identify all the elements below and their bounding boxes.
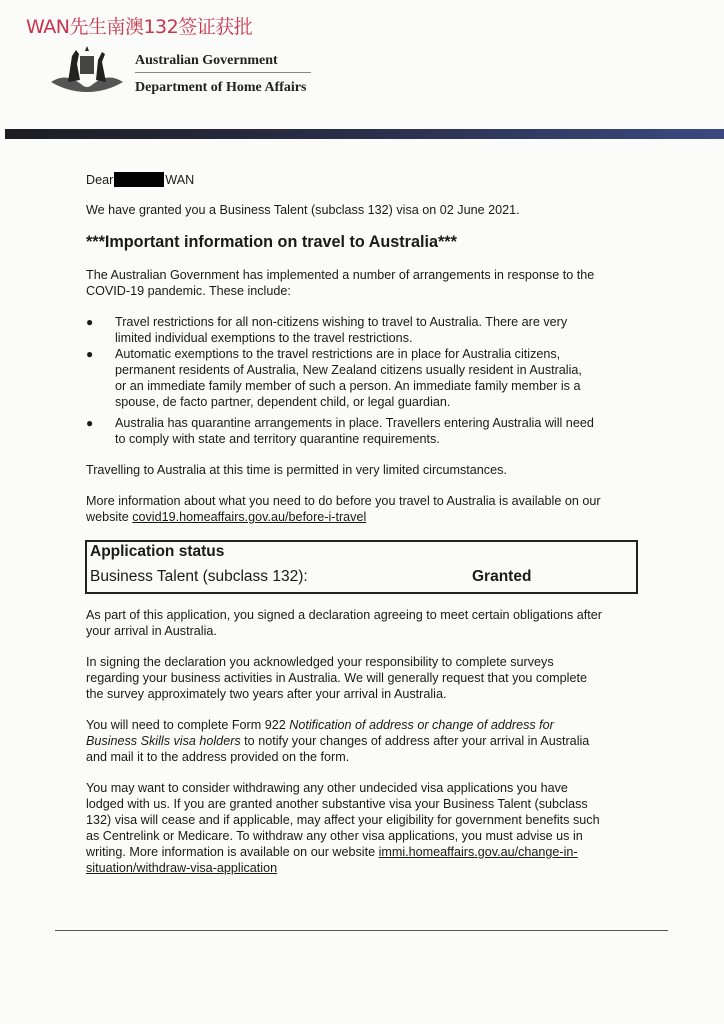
letterhead-divider <box>135 72 311 73</box>
intro-line: The Australian Government has implemented a number of arrangements in response to the <box>86 268 595 282</box>
bullet-icon: ● <box>86 315 94 329</box>
withdraw-line <box>86 845 578 861</box>
header-bar <box>5 129 724 139</box>
form-line <box>86 718 554 734</box>
redaction-block <box>114 172 164 187</box>
surveys-line: regarding your business activities in Australia. We will generally request that you complete <box>86 671 587 685</box>
coat-of-arms-logo <box>46 42 128 94</box>
declaration-line: As part of this application, you signed a declaration agreeing to meet certain obligations after <box>86 608 602 622</box>
grant-sentence: We have granted you a Business Talent (subclass 132) visa on 02 June 2021. <box>86 203 520 217</box>
more-info-line: More information about what you need to do before you travel to Australia is available on our <box>86 494 601 508</box>
bullet-line: spouse, de facto partner, dependent child, or legal guardian. <box>115 395 451 409</box>
form-line: and mail it to the address provided on the form. <box>86 750 350 764</box>
bullet-icon: ● <box>86 347 94 361</box>
status-badge: Granted <box>472 568 532 585</box>
form-title: Notification of address or change of address for <box>289 718 554 732</box>
withdraw-line: lodged with us. If you are granted another substantive visa your Business Talent (subclass <box>86 797 588 811</box>
salutation-prefix: Dear <box>86 173 114 187</box>
surveys-line: the survey approximately two years after your arrival in Australia. <box>86 687 447 701</box>
bullet-line: permanent residents of Australia, New Zealand citizens usually resident in Australia, <box>115 363 582 377</box>
salutation-surname: WAN <box>165 173 195 187</box>
bullet-line: Automatic exemptions to the travel restrictions are in place for Australia citizens, <box>115 347 561 361</box>
more-info-prefix: website <box>86 510 133 524</box>
bullet-line: or an immediate family member of such a person. An immediate family member is a <box>115 379 581 393</box>
declaration-line: your arrival in Australia. <box>86 624 217 638</box>
withdraw-line: 132) visa will cease and if applicable, may affect your eligibility for government benefits such <box>86 813 600 827</box>
bullet-icon: ● <box>86 416 94 430</box>
withdraw-line: as Centrelink or Medicare. To withdraw any other visa applications, you must advise us in <box>86 829 583 843</box>
department-name: Department of Home Affairs <box>135 80 307 95</box>
overlay-title: WAN先生南澳132签证获批 <box>26 16 253 38</box>
surveys-line: In signing the declaration you acknowledged your responsibility to complete surveys <box>86 655 554 669</box>
footer-divider <box>55 930 668 931</box>
withdraw-line <box>86 861 277 877</box>
form-text: You will need to complete Form 922 <box>86 718 290 732</box>
withdraw-line: You may want to consider withdrawing any other undecided visa applications you have <box>86 781 568 795</box>
more-info-line <box>86 510 366 526</box>
form-text: to notify your changes of address after your arrival in Australia <box>240 734 590 748</box>
intro-line: COVID-19 pandemic. These include: <box>86 284 291 298</box>
form-title: Business Skills visa holders <box>86 734 241 748</box>
government-name: Australian Government <box>135 53 278 68</box>
bullet-line: limited individual exemptions to the travel restrictions. <box>115 331 413 345</box>
form-line <box>86 734 589 750</box>
status-title: Application status <box>90 543 225 560</box>
travel-heading: ***Important information on travel to Australia*** <box>86 233 457 251</box>
withdraw-visa-link[interactable]: immi.homeaffairs.gov.au/change-in- <box>378 845 578 859</box>
withdraw-text: writing. More information is available on our website <box>86 845 379 859</box>
travel-info-link[interactable]: covid19.homeaffairs.gov.au/before-i-travel <box>132 510 367 524</box>
withdraw-visa-link-cont[interactable]: situation/withdraw-visa-application <box>86 861 278 875</box>
bullet-line: Australia has quarantine arrangements in place. Travellers entering Australia will need <box>115 416 594 430</box>
bullet-line: Travel restrictions for all non-citizens wishing to travel to Australia. There are very <box>115 315 568 329</box>
travelling-line: Travelling to Australia at this time is permitted in very limited circumstances. <box>86 463 507 477</box>
salutation <box>86 172 194 189</box>
bullet-line: to comply with state and territory quarantine requirements. <box>115 432 440 446</box>
status-label: Business Talent (subclass 132): <box>90 568 308 585</box>
